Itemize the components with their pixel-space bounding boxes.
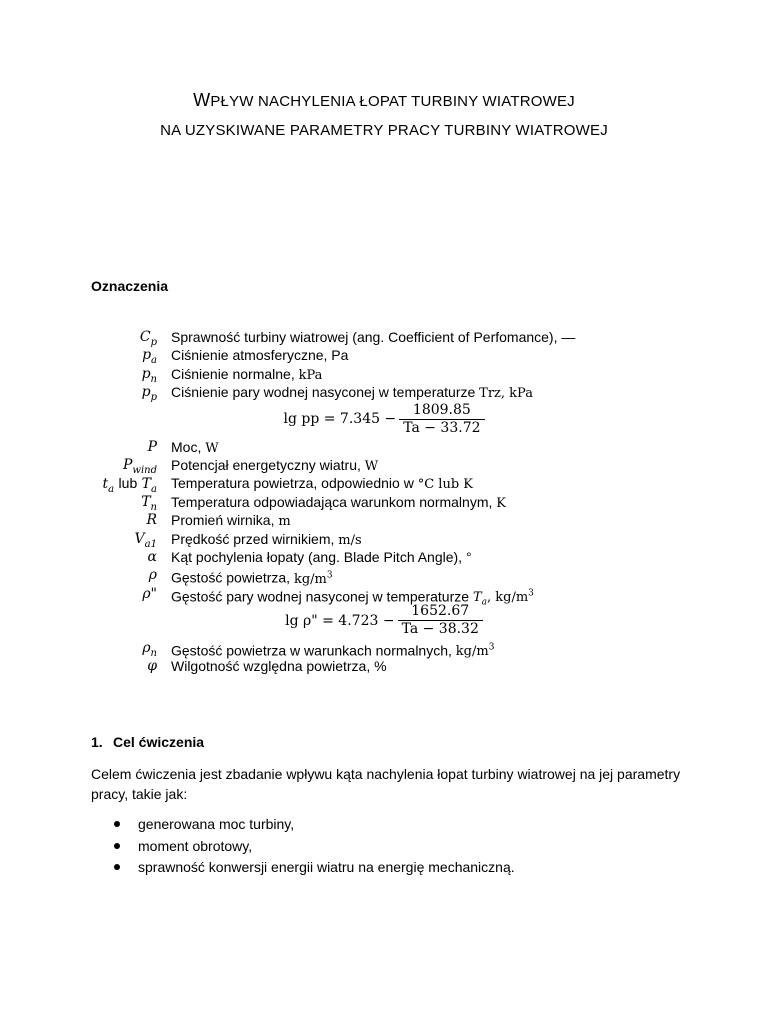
symbol: R (146, 512, 157, 529)
description-text: Prędkość przed wirnikiem, (171, 530, 339, 547)
symbol-description (171, 346, 348, 364)
fraction (398, 603, 483, 638)
formula-row (0, 603, 768, 639)
symbol-row (0, 530, 768, 548)
list-item-text: moment obrotowy, (138, 837, 253, 854)
unit: m/s (338, 532, 362, 548)
description-text: Kąt pochylenia łopaty (ang. Blade Pitch Angle), (171, 548, 466, 565)
unit: Pa (331, 347, 349, 364)
symbol: ρ" (142, 585, 157, 602)
symbol: $C_p$ (139, 329, 157, 348)
document-title (0, 86, 768, 146)
description-text: Gęstość powietrza, (171, 569, 294, 586)
symbol-row (0, 548, 768, 566)
symbol-row (0, 346, 768, 367)
symbol-row (0, 328, 768, 346)
unit: — (561, 329, 576, 345)
unit: % (374, 658, 387, 675)
unit: m (278, 514, 291, 530)
unit: W (205, 440, 219, 456)
description-text: Temperatura powietrza, odpowiednio w (171, 475, 418, 492)
title-line-2-text: NA UZYSKIWANE PARAMETRY PRACY TURBINY WIATROWEJ (160, 122, 608, 139)
symbol-description (171, 328, 575, 346)
fraction-numerator: 1652.67 (411, 603, 470, 620)
unit: K (496, 495, 506, 511)
list-item (112, 836, 515, 858)
unit: $T_a$, $kg/m^3$ (472, 588, 534, 608)
section-paragraph: Celem ćwiczenia jest zbadanie wpływu kąta nachylenia łopat turbiny wiatrowej na jej parametry pracy, takie jak: (91, 766, 681, 802)
description-text: Promień wirnika, (171, 512, 279, 529)
description-text: Gęstość powietrza w warunkach normalnych, (171, 642, 456, 659)
symbol-row (0, 639, 768, 660)
list-item-text: generowana moc turbiny, (138, 816, 295, 832)
description-text: Ciśnienie pary wodnej nasyconej w temperaturze (171, 384, 480, 401)
symbol-row (0, 566, 768, 587)
formula-row (0, 402, 768, 438)
section-heading-cel (91, 734, 204, 750)
symbol: $p_a$ (142, 347, 157, 367)
symbol-row (0, 365, 768, 383)
unit: W (364, 458, 379, 474)
unit: Trz, kPa (479, 386, 533, 402)
symbol: P (147, 438, 157, 455)
fraction-denominator: Ta − 38.32 (398, 620, 483, 638)
oznaczenia-heading: Oznaczenia (91, 278, 169, 294)
formula-lhs: lg ρ" = 4.723 − (285, 612, 395, 629)
symbol: $V_{a1}$ (134, 530, 157, 550)
symbol: φ (147, 658, 157, 675)
symbol-description (171, 493, 506, 513)
unit: °C lub K (417, 477, 473, 493)
symbol-row (0, 456, 768, 474)
symbol-description (171, 548, 472, 566)
unit: kPa (298, 367, 323, 383)
description-text: Potencjał energetyczny wiatru, (171, 456, 365, 473)
description-text: Wilgotność względna powietrza, (171, 658, 375, 675)
unit: ° (465, 548, 472, 565)
symbol: $P_{wind}$ (122, 456, 157, 476)
symbol-row (0, 511, 768, 529)
description-text: Gęstość pary wodnej nasyconej w temperaturze (171, 588, 473, 605)
description-text: Temperatura odpowiadająca warunkom normalnym, (171, 493, 497, 510)
formula-rho (0, 603, 768, 638)
symbol-row (0, 585, 768, 608)
bullet-list (112, 814, 515, 879)
formula-pp (0, 402, 768, 437)
symbol-description (171, 456, 378, 476)
bullet-icon (114, 821, 120, 827)
formula-lhs: lg pp = 7.345 − (283, 411, 397, 428)
description-text: Sprawność turbiny wiatrowej (ang. Coefficient of Perfomance), (171, 329, 562, 345)
symbol: ρ (148, 567, 157, 584)
symbol-description (171, 438, 219, 458)
symbol-description (171, 365, 322, 385)
bullet-icon (114, 843, 120, 849)
symbol: $t_a$ lub $T_a$ (102, 475, 157, 496)
list-item (112, 814, 515, 836)
symbol-description (171, 474, 473, 494)
symbol-row (0, 383, 768, 401)
symbol: $p_p$ (141, 384, 157, 403)
bullet-icon (114, 864, 120, 870)
fraction-denominator: Ta − 33.72 (399, 419, 484, 437)
description-text: Ciśnienie atmosferyczne, (171, 347, 332, 364)
description-text: Ciśnienie normalne, (171, 365, 299, 382)
title-line-1: WPŁYW NACHYLENIA ŁOPAT TURBINY WIATROWEJ (193, 90, 575, 110)
list-item-text: sprawność konwersji energii wiatru na energię mechaniczną. (138, 859, 515, 876)
symbol: $p_n$ (141, 365, 157, 385)
symbol-description (171, 511, 291, 531)
section-number: 1. (91, 734, 103, 750)
section-title: Cel ćwiczenia (113, 734, 205, 750)
fraction (399, 402, 484, 437)
unit: $kg/m^3$ (455, 643, 495, 660)
symbol-row (0, 493, 768, 511)
symbol: $T_n$ (141, 493, 157, 513)
symbols-table (0, 328, 768, 676)
list-item (112, 857, 515, 879)
symbol-row (0, 657, 768, 675)
symbol: $\rho_n$ (142, 640, 157, 659)
symbol: α (147, 548, 157, 565)
symbol-row (0, 438, 768, 456)
title-line-2 (0, 116, 768, 146)
symbol-description (171, 383, 533, 403)
symbol-row (0, 474, 768, 496)
unit: $kg/m^3$ (293, 570, 333, 587)
symbol-description (171, 530, 362, 550)
fraction-numerator: 1809.85 (412, 401, 471, 418)
description-text: Moc, (171, 438, 206, 455)
lub-word: lub (118, 475, 138, 492)
symbol-description (171, 657, 387, 675)
title-line-1-text: PŁYW NACHYLENIA ŁOPAT TURBINY WIATROWEJ (210, 93, 575, 110)
